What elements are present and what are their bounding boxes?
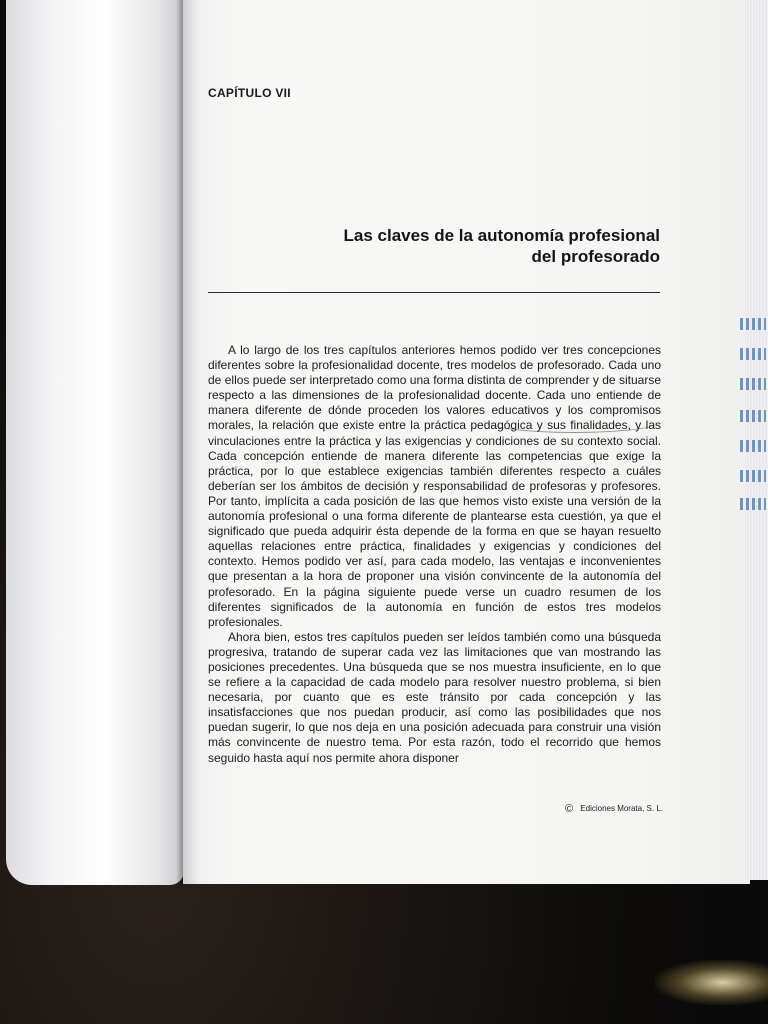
edge-mark xyxy=(740,410,766,422)
pencil-annotation xyxy=(484,408,664,433)
publisher-label: Ediciones Morata, S. L. xyxy=(580,804,663,813)
left-page-curl xyxy=(6,0,184,885)
title-rule xyxy=(208,292,660,293)
edge-mark xyxy=(740,498,766,510)
edge-mark xyxy=(740,348,766,360)
edge-mark xyxy=(740,470,766,482)
edge-mark xyxy=(740,378,766,390)
paragraph-2: Ahora bien, estos tres capítulos pueden ser leídos también como una búsqueda progresiva, tratando de superar cada vez las limitaciones que van mostrando las posiciones precedentes. Una búsqueda que se nos muestra insuficiente, en lo que se refiere a la capacidad de cada modelo para resolver nuestro problema, si bien necesaria, por cuanto que es este tránsito por cada concepción y las insatisfacciones que nos puedan producir, así como las posibilidades que nos puedan sugerir, lo que nos deja en una posición adecuada para construir una visión más convincente de nuestro tema. Por esta razón, todo el recorrido que hemos seguido hasta aquí nos permite ahora disponer xyxy=(208,629,661,765)
edge-mark xyxy=(740,318,766,330)
edge-mark xyxy=(740,440,766,452)
chapter-title-line-1: Las claves de la autonomía profesional xyxy=(343,226,660,245)
copyright-icon: © xyxy=(564,803,574,815)
body-text xyxy=(208,343,661,766)
paragraph-1: A lo largo de los tres capítulos anteriores hemos podido ver tres concepciones diferentes sobre la profesionalidad docente, tres modelos de profesorado. Cada uno de ellos puede ser interpretado como una forma distinta de comprender y de situarse respecto a las dimensiones de la profesionalidad docente. Cada uno entiende de manera diferente de dónde proceden los valores educativos y los compromisos morales, la relación que existe entre la práctica pedagógica y sus finalidades, y las vinculaciones entre la práctica y las exigencias y condiciones de su contexto social. Cada concepción entiende de manera diferente las competencias que exige la práctica, por lo que establece exigencias también diferentes respecto a cuáles deberían ser los ámbitos de decisión y responsabilidad de profesoras y profesores. Por tanto, implícita a cada posición de las que hemos visto existe una versión de la autonomía profesional o una forma diferente de plantearse esta cuestión, ya que el significado que pueda adquirir ésta depende de la forma en que se hayan resuelto aquellas relaciones entre práctica, finalidades y exigencias y condiciones del contexto. Hemos podido ver así, para cada modelo, las ventajas e inconvenientes que presentan a la hora de proponer una visión convincente de la autonomía del profesorado. En la página siguiente puede verse un cuadro resumen de los diferentes significados de la autonomía en función de estos tres modelos profesionales. xyxy=(208,343,661,629)
light-glare xyxy=(655,960,768,1005)
chapter-title xyxy=(240,225,660,267)
chapter-heading: CAPÍTULO VII xyxy=(208,86,291,100)
chapter-title-line-2: del profesorado xyxy=(531,247,660,266)
page-footer xyxy=(565,803,663,815)
